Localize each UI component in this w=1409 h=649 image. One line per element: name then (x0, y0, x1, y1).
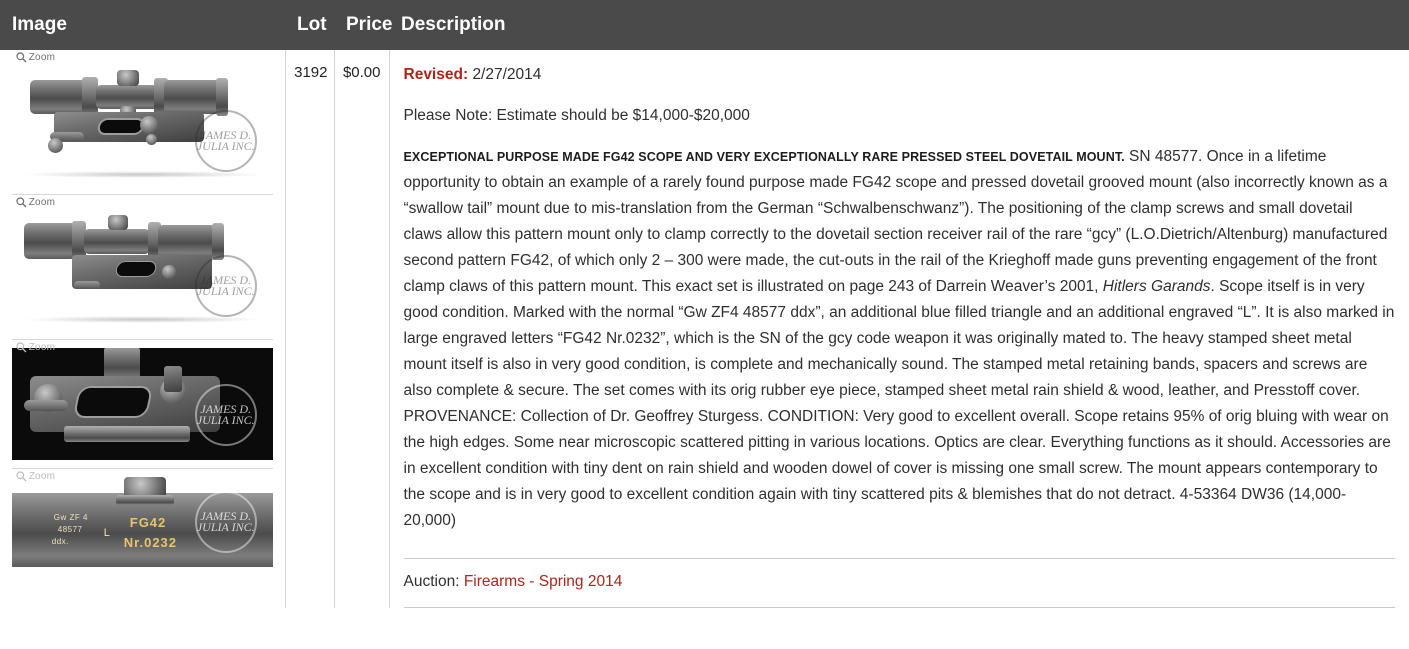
description-divider (404, 558, 1396, 559)
image-gallery-cell (0, 50, 285, 608)
engraving-line-1: Gw ZF 4 (53, 513, 88, 522)
revised-label: Revised: (403, 66, 469, 83)
thumbnail-image-1[interactable] (12, 58, 273, 186)
column-header-description: Description (389, 0, 1409, 50)
thumbnail-image-2[interactable] (12, 203, 273, 331)
zoom-icon[interactable] (16, 471, 55, 483)
zoom-icon[interactable] (16, 197, 55, 209)
column-header-lot: Lot (285, 0, 334, 50)
bottom-divider (404, 607, 1396, 608)
engraving-fg42: FG42 (129, 515, 167, 530)
description-body-part-1: SN 48577. Once in a lifetime opportunity to obtain an example of a rarely found purpose made FG42 scope and pressed dovetail grooved mount (also incorrectly known as a “swallow tail” mount due to mis-translation from the German “Schwalbenschwanz”). The positioning of the clamp screws and small dovetail claws allow this pattern mount only to clamp correctly to the dovetail section receiver rail of the rare “gcy” (L.O.Dietrich/Altenburg) manufactured second pattern FG42, of which only 2 – 300 were made, the cut-outs in the rail of the Krieghoff made guns preventing engagement of the front clamp claws of this pattern mount. This exact set is illustrated on page 243 of Darrein Weaver’s 2001, (403, 148, 1388, 295)
description-headline: EXCEPTIONAL PURPOSE MADE FG42 SCOPE AND VERY EXCEPTIONALLY RARE PRESSED STEEL DOVETAIL MOUNT. (403, 150, 1125, 164)
price-cell: $0.00 (334, 50, 389, 608)
revised-date: 2/27/2014 (472, 66, 542, 83)
description-cell (389, 50, 1409, 608)
table-header-row (0, 0, 1409, 50)
thumbnail-2[interactable] (12, 195, 273, 340)
book-title: Hitlers Garands (1102, 278, 1211, 295)
engraving-line-2: 48577 (57, 525, 83, 534)
auction-label: Auction: (403, 573, 460, 590)
thumbnail-4[interactable] (12, 469, 273, 567)
table-header (0, 0, 1409, 50)
engraving-line-3: ddx. (51, 537, 69, 546)
table-row (0, 50, 1409, 608)
column-header-image: Image (0, 0, 285, 50)
zoom-label: Zoom (28, 342, 56, 353)
auction-link[interactable]: Firearms - Spring 2014 (463, 573, 623, 590)
watermark: JAMES D. JULIA INC. (195, 491, 257, 553)
thumbnail-image-3[interactable] (12, 348, 273, 460)
watermark: JAMES D. JULIA INC. (195, 384, 257, 446)
engraving-letter: L (103, 527, 111, 539)
revised-line (404, 62, 1396, 88)
thumbnail-3[interactable] (12, 340, 273, 469)
description-body-part-2: . Scope itself is in very good condition. Marked with the normal “Gw ZF4 48577 ddx”, an additional blue filled triangle and an additional engraved “L”. It is also marked in large engraved letters “FG42 Nr.0232”, which is the SN of the gcy code weapon it was originally mated to. The heavy stamped sheet metal mount itself is also in very good condition, is complete and mechanically sound. The stamped metal retaining bands, spacers and screws are also complete & secure. The set comes with its orig rubber eye piece, stamped sheet metal rain shield & wood, leather, and Presstoff cover. PROVENANCE: Collection of Dr. Geoffrey Sturgess. CONDITION: Very good to excellent overall. Scope retains 95% of orig bluing with wear on the high edges. Some near microscopic scattered pitting in various locations. Optics are clear. Everything functions as it should. Accessories are in excellent condition with tiny dent on rain shield and wooden dowel of cover is missing one small screw. The mount appears contemporary to the scope and is in very good to excellent condition again with tiny scattered pits & blemishes that do not detract. 4-53364 DW36 (14,000-20,000) (403, 278, 1395, 529)
engraving-serial: Nr.0232 (123, 535, 178, 550)
thumbnail-1[interactable] (12, 50, 273, 195)
zoom-icon[interactable] (16, 52, 55, 64)
zoom-label: Zoom (28, 471, 56, 482)
lot-number-cell: 3192 (285, 50, 334, 608)
watermark: JAMES D. JULIA INC. (195, 255, 257, 317)
column-header-price: Price (334, 0, 389, 50)
zoom-icon[interactable] (16, 342, 55, 354)
estimate-note: Please Note: Estimate should be $14,000-$20,000 (403, 107, 750, 124)
table-body (0, 50, 1409, 608)
watermark: JAMES D. JULIA INC. (195, 110, 257, 172)
lot-description-body (404, 144, 1396, 534)
thumbnail-image-4[interactable] (12, 477, 273, 567)
auction-line (404, 573, 1396, 591)
zoom-label: Zoom (28, 52, 56, 63)
zoom-label: Zoom (28, 197, 56, 208)
